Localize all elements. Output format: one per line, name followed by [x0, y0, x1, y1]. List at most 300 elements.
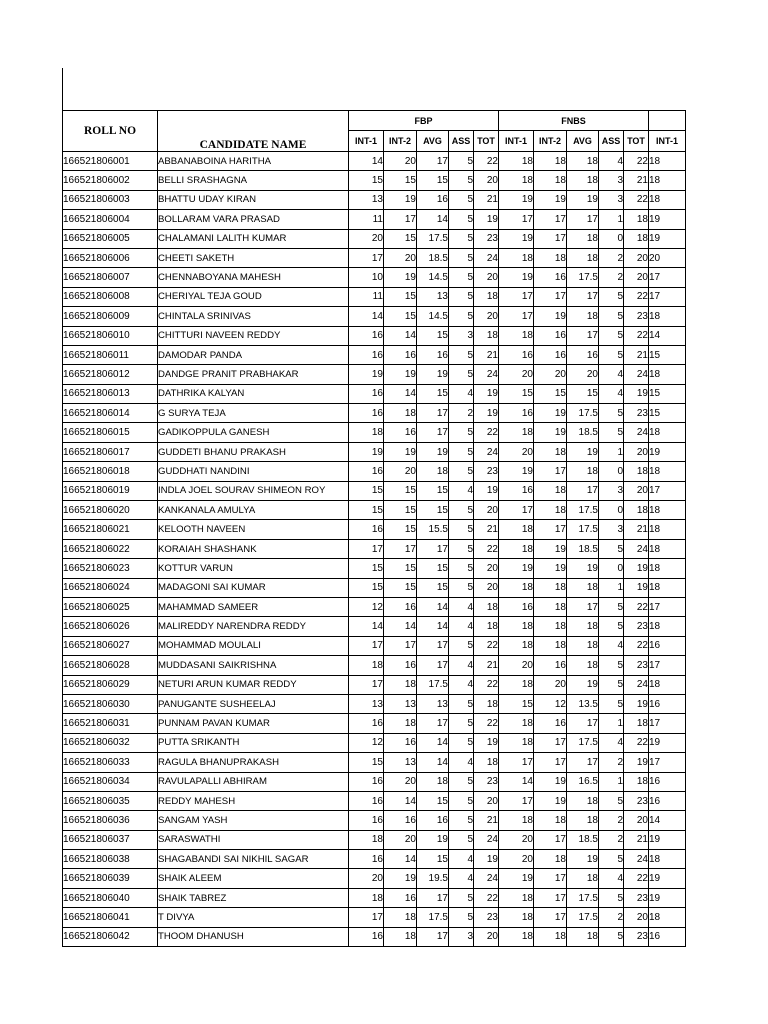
fbp-avg-cell: 16	[417, 190, 449, 209]
fbp-avg-cell: 13	[417, 694, 449, 713]
fnbs-tot-cell: 24	[624, 539, 649, 558]
fbp-int1-cell: 14	[349, 152, 384, 171]
candidate-name-cell: SHAIK TABREZ	[158, 888, 349, 907]
next-int1-cell: 17	[649, 597, 686, 616]
next-int1-header: INT-1	[649, 131, 686, 152]
fbp-ass-cell: 5	[449, 772, 474, 791]
fbp-int1-cell: 13	[349, 190, 384, 209]
roll-number-cell: 166521806035	[63, 791, 158, 810]
roll-number-cell: 166521806020	[63, 501, 158, 520]
table-row	[63, 152, 686, 171]
fnbs-ass-cell: 1	[599, 772, 624, 791]
fbp-ass-cell: 5	[449, 636, 474, 655]
table-row	[63, 365, 686, 384]
fbp-ass-cell: 5	[449, 307, 474, 326]
candidate-name-cell: GUDDHATI NANDINI	[158, 462, 349, 481]
fbp-tot-cell: 20	[474, 927, 499, 946]
fbp-int1-cell: 14	[349, 307, 384, 326]
next-int1-cell: 19	[649, 869, 686, 888]
fbp-ass-cell: 5	[449, 210, 474, 229]
table-row	[63, 733, 686, 752]
fbp-avg-cell: 14	[417, 753, 449, 772]
fbp-ass-header: ASS	[449, 131, 474, 152]
fnbs-tot-header: TOT	[624, 131, 649, 152]
fnbs-int2-cell: 19	[534, 559, 567, 578]
fbp-int1-cell: 17	[349, 675, 384, 694]
fnbs-avg-cell: 17	[567, 714, 599, 733]
fbp-int2-cell: 13	[384, 753, 417, 772]
fnbs-int2-cell: 18	[534, 248, 567, 267]
fnbs-avg-cell: 18.5	[567, 539, 599, 558]
fnbs-int2-cell: 18	[534, 481, 567, 500]
fbp-int1-cell: 16	[349, 326, 384, 345]
fnbs-ass-cell: 0	[599, 462, 624, 481]
next-int1-cell: 18	[649, 539, 686, 558]
fnbs-int1-cell: 17	[499, 753, 534, 772]
fnbs-ass-cell: 5	[599, 927, 624, 946]
fbp-tot-cell: 22	[474, 152, 499, 171]
fbp-int2-cell: 14	[384, 617, 417, 636]
candidate-name-cell: CHEETI SAKETH	[158, 248, 349, 267]
fbp-tot-cell: 23	[474, 229, 499, 248]
fnbs-avg-cell: 18	[567, 248, 599, 267]
fnbs-ass-cell: 1	[599, 210, 624, 229]
fbp-tot-cell: 20	[474, 578, 499, 597]
fbp-int2-cell: 14	[384, 384, 417, 403]
fbp-avg-cell: 17	[417, 539, 449, 558]
candidate-name-cell: KORAIAH SHASHANK	[158, 539, 349, 558]
next-int1-cell: 17	[649, 714, 686, 733]
fbp-tot-cell: 22	[474, 714, 499, 733]
fbp-int2-cell: 17	[384, 539, 417, 558]
fnbs-tot-cell: 24	[624, 675, 649, 694]
roll-number-cell: 166521806024	[63, 578, 158, 597]
fbp-int1-cell: 19	[349, 442, 384, 461]
fnbs-tot-cell: 23	[624, 617, 649, 636]
table-row	[63, 811, 686, 830]
fnbs-int1-cell: 18	[499, 578, 534, 597]
fnbs-tot-cell: 19	[624, 578, 649, 597]
fnbs-tot-cell: 21	[624, 830, 649, 849]
fbp-int1-cell: 11	[349, 210, 384, 229]
candidate-name-cell: CHERIYAL TEJA GOUD	[158, 287, 349, 306]
next-int1-cell: 18	[649, 365, 686, 384]
table-row	[63, 888, 686, 907]
next-int1-cell: 19	[649, 830, 686, 849]
fbp-ass-cell: 4	[449, 869, 474, 888]
fbp-int1-cell: 16	[349, 927, 384, 946]
candidate-name-cell: GADIKOPPULA GANESH	[158, 423, 349, 442]
roll-number-cell: 166521806032	[63, 733, 158, 752]
roll-number-cell: 166521806012	[63, 365, 158, 384]
fnbs-int2-cell: 19	[534, 404, 567, 423]
fbp-avg-cell: 15	[417, 850, 449, 869]
fbp-tot-cell: 24	[474, 442, 499, 461]
fnbs-avg-cell: 17.5	[567, 404, 599, 423]
fbp-tot-cell: 22	[474, 888, 499, 907]
fbp-int2-cell: 20	[384, 830, 417, 849]
fbp-tot-cell: 18	[474, 597, 499, 616]
fnbs-ass-cell: 2	[599, 830, 624, 849]
table-row	[63, 501, 686, 520]
fbp-avg-cell: 17	[417, 152, 449, 171]
fnbs-int2-cell: 18	[534, 597, 567, 616]
fbp-avg-cell: 19	[417, 830, 449, 849]
fnbs-int1-cell: 18	[499, 617, 534, 636]
roll-number-cell: 166521806030	[63, 694, 158, 713]
fnbs-ass-cell: 4	[599, 384, 624, 403]
fnbs-avg-cell: 18	[567, 462, 599, 481]
fnbs-int1-cell: 18	[499, 423, 534, 442]
fbp-int1-cell: 17	[349, 908, 384, 927]
next-int1-cell: 19	[649, 888, 686, 907]
roll-number-cell: 166521806023	[63, 559, 158, 578]
fnbs-int1-cell: 17	[499, 307, 534, 326]
fnbs-avg-header: AVG	[567, 131, 599, 152]
fnbs-int2-cell: 17	[534, 908, 567, 927]
fbp-int2-cell: 18	[384, 404, 417, 423]
roll-number-cell: 166521806015	[63, 423, 158, 442]
fnbs-ass-cell: 5	[599, 694, 624, 713]
fnbs-avg-cell: 19	[567, 442, 599, 461]
fbp-int1-cell: 16	[349, 791, 384, 810]
fnbs-int1-cell: 19	[499, 559, 534, 578]
fnbs-ass-cell: 5	[599, 423, 624, 442]
fbp-int2-cell: 20	[384, 248, 417, 267]
fnbs-ass-cell: 5	[599, 791, 624, 810]
fnbs-avg-cell: 17.5	[567, 520, 599, 539]
fbp-avg-cell: 17	[417, 636, 449, 655]
fnbs-int1-cell: 18	[499, 248, 534, 267]
fnbs-avg-cell: 18	[567, 869, 599, 888]
fnbs-tot-cell: 20	[624, 481, 649, 500]
fnbs-int1-cell: 18	[499, 908, 534, 927]
table-row	[63, 791, 686, 810]
fbp-tot-cell: 19	[474, 404, 499, 423]
fbp-avg-cell: 19	[417, 442, 449, 461]
table-row	[63, 248, 686, 267]
table-row	[63, 520, 686, 539]
fnbs-int1-cell: 18	[499, 539, 534, 558]
fnbs-avg-cell: 17.5	[567, 733, 599, 752]
fnbs-int2-cell: 12	[534, 694, 567, 713]
fnbs-tot-cell: 19	[624, 559, 649, 578]
candidate-name-cell: BOLLARAM VARA PRASAD	[158, 210, 349, 229]
roll-number-cell: 166521806007	[63, 268, 158, 287]
next-int1-cell: 18	[649, 578, 686, 597]
fbp-int2-cell: 15	[384, 578, 417, 597]
fbp-int1-cell: 15	[349, 559, 384, 578]
fbp-ass-cell: 4	[449, 850, 474, 869]
fbp-avg-cell: 17	[417, 888, 449, 907]
fnbs-int1-cell: 19	[499, 268, 534, 287]
candidate-name-cell: SHAGABANDI SAI NIKHIL SAGAR	[158, 850, 349, 869]
fnbs-avg-cell: 16.5	[567, 772, 599, 791]
roll-number-cell: 166521806001	[63, 152, 158, 171]
roll-number-cell: 166521806003	[63, 190, 158, 209]
fnbs-int1-cell: 18	[499, 636, 534, 655]
candidate-name-cell: GUDDETI BHANU PRAKASH	[158, 442, 349, 461]
fnbs-tot-cell: 22	[624, 597, 649, 616]
fnbs-ass-cell: 4	[599, 733, 624, 752]
fnbs-avg-cell: 18	[567, 656, 599, 675]
fbp-int2-cell: 15	[384, 481, 417, 500]
fbp-ass-cell: 5	[449, 578, 474, 597]
fnbs-ass-cell: 5	[599, 617, 624, 636]
fbp-avg-cell: 15	[417, 791, 449, 810]
fbp-ass-cell: 4	[449, 656, 474, 675]
fnbs-tot-cell: 20	[624, 442, 649, 461]
fbp-int1-cell: 16	[349, 714, 384, 733]
fbp-int1-cell: 15	[349, 171, 384, 190]
fnbs-avg-cell: 18	[567, 636, 599, 655]
fnbs-ass-cell: 5	[599, 287, 624, 306]
fbp-ass-cell: 4	[449, 675, 474, 694]
candidate-name-cell: SARASWATHI	[158, 830, 349, 849]
fbp-tot-cell: 24	[474, 830, 499, 849]
fnbs-avg-cell: 18	[567, 927, 599, 946]
fnbs-int2-cell: 18	[534, 578, 567, 597]
next-int1-cell: 18	[649, 675, 686, 694]
fbp-int1-header: INT-1	[349, 131, 384, 152]
fnbs-int1-cell: 19	[499, 229, 534, 248]
fbp-avg-cell: 14.5	[417, 268, 449, 287]
roll-number-cell: 166521806037	[63, 830, 158, 849]
fnbs-ass-cell: 0	[599, 501, 624, 520]
fbp-ass-cell: 5	[449, 520, 474, 539]
fbp-ass-cell: 5	[449, 811, 474, 830]
fbp-avg-cell: 15	[417, 171, 449, 190]
next-int1-cell: 15	[649, 345, 686, 364]
candidate-name-cell: SANGAM YASH	[158, 811, 349, 830]
fbp-tot-cell: 21	[474, 656, 499, 675]
table-row	[63, 830, 686, 849]
table-row	[63, 656, 686, 675]
fbp-tot-cell: 20	[474, 268, 499, 287]
fnbs-avg-cell: 16	[567, 345, 599, 364]
fnbs-avg-cell: 17.5	[567, 888, 599, 907]
next-int1-cell: 17	[649, 753, 686, 772]
fnbs-int2-cell: 17	[534, 733, 567, 752]
fnbs-ass-cell: 1	[599, 442, 624, 461]
fnbs-int2-cell: 16	[534, 714, 567, 733]
fnbs-int2-cell: 17	[534, 229, 567, 248]
fnbs-tot-cell: 19	[624, 694, 649, 713]
fbp-ass-cell: 5	[449, 462, 474, 481]
fnbs-avg-cell: 19	[567, 850, 599, 869]
fnbs-avg-cell: 19	[567, 675, 599, 694]
fnbs-avg-cell: 13.5	[567, 694, 599, 713]
table-row	[63, 597, 686, 616]
fbp-int2-cell: 16	[384, 733, 417, 752]
next-int1-cell: 18	[649, 850, 686, 869]
fbp-avg-cell: 17.5	[417, 675, 449, 694]
table-row	[63, 694, 686, 713]
table-row	[63, 404, 686, 423]
fbp-tot-cell: 22	[474, 675, 499, 694]
table-row	[63, 617, 686, 636]
fnbs-tot-cell: 18	[624, 229, 649, 248]
candidate-name-cell: THOOM DHANUSH	[158, 927, 349, 946]
fnbs-int2-cell: 16	[534, 345, 567, 364]
fbp-avg-cell: 19	[417, 365, 449, 384]
fnbs-tot-cell: 22	[624, 636, 649, 655]
fnbs-tot-cell: 20	[624, 268, 649, 287]
fbp-tot-cell: 18	[474, 694, 499, 713]
fnbs-avg-cell: 17.5	[567, 501, 599, 520]
fbp-avg-cell: 17	[417, 927, 449, 946]
fnbs-tot-cell: 23	[624, 791, 649, 810]
fbp-int2-cell: 16	[384, 656, 417, 675]
fnbs-int1-cell: 17	[499, 501, 534, 520]
roll-number-cell: 166521806039	[63, 869, 158, 888]
next-int1-cell: 19	[649, 210, 686, 229]
fbp-avg-cell: 15	[417, 578, 449, 597]
roll-number-cell: 166521806036	[63, 811, 158, 830]
fnbs-tot-cell: 24	[624, 423, 649, 442]
fnbs-tot-cell: 22	[624, 152, 649, 171]
student-rows	[63, 152, 686, 947]
fnbs-tot-cell: 19	[624, 384, 649, 403]
next-int1-cell: 16	[649, 927, 686, 946]
fbp-avg-header: AVG	[417, 131, 449, 152]
fnbs-ass-cell: 4	[599, 636, 624, 655]
table-row	[63, 636, 686, 655]
fbp-int1-cell: 18	[349, 656, 384, 675]
fnbs-tot-cell: 23	[624, 927, 649, 946]
fbp-ass-cell: 5	[449, 190, 474, 209]
next-int1-cell: 16	[649, 791, 686, 810]
fbp-ass-cell: 5	[449, 287, 474, 306]
fbp-tot-cell: 21	[474, 520, 499, 539]
next-int1-cell: 18	[649, 617, 686, 636]
roll-number-cell: 166521806019	[63, 481, 158, 500]
fbp-int2-cell: 18	[384, 908, 417, 927]
fnbs-int1-cell: 18	[499, 675, 534, 694]
fnbs-ass-cell: 2	[599, 811, 624, 830]
roll-number-cell: 166521806011	[63, 345, 158, 364]
fnbs-tot-cell: 23	[624, 656, 649, 675]
fbp-avg-cell: 15	[417, 559, 449, 578]
fnbs-ass-cell: 5	[599, 850, 624, 869]
fbp-tot-cell: 18	[474, 287, 499, 306]
fbp-tot-cell: 20	[474, 171, 499, 190]
fbp-avg-cell: 16	[417, 345, 449, 364]
fbp-int1-cell: 19	[349, 365, 384, 384]
fnbs-int1-cell: 17	[499, 287, 534, 306]
fbp-avg-cell: 15	[417, 501, 449, 520]
candidate-name-cell: CHITTURI NAVEEN REDDY	[158, 326, 349, 345]
fbp-int1-cell: 10	[349, 268, 384, 287]
fnbs-int2-cell: 19	[534, 307, 567, 326]
fnbs-avg-cell: 17.5	[567, 268, 599, 287]
fbp-int1-cell: 16	[349, 404, 384, 423]
fbp-avg-cell: 18	[417, 462, 449, 481]
fnbs-int1-cell: 16	[499, 597, 534, 616]
next-int1-cell: 18	[649, 152, 686, 171]
candidate-name-cell: MALIREDDY NARENDRA REDDY	[158, 617, 349, 636]
fbp-tot-cell: 24	[474, 248, 499, 267]
fnbs-int1-cell: 14	[499, 772, 534, 791]
fnbs-int2-cell: 18	[534, 636, 567, 655]
fnbs-tot-cell: 23	[624, 307, 649, 326]
roll-number-cell: 166521806028	[63, 656, 158, 675]
next-int1-cell: 18	[649, 520, 686, 539]
fbp-tot-cell: 21	[474, 345, 499, 364]
candidate-name-cell: CHINTALA SRINIVAS	[158, 307, 349, 326]
next-int1-cell: 17	[649, 268, 686, 287]
fnbs-int1-cell: 18	[499, 927, 534, 946]
fnbs-avg-cell: 18.5	[567, 423, 599, 442]
fnbs-avg-cell: 18	[567, 617, 599, 636]
fnbs-int2-cell: 17	[534, 287, 567, 306]
fbp-ass-cell: 5	[449, 559, 474, 578]
next-int1-cell: 17	[649, 287, 686, 306]
fnbs-avg-cell: 17	[567, 326, 599, 345]
fbp-int2-cell: 17	[384, 210, 417, 229]
fbp-int1-cell: 16	[349, 462, 384, 481]
fnbs-int2-cell: 20	[534, 365, 567, 384]
table-row	[63, 481, 686, 500]
fbp-int1-cell: 17	[349, 248, 384, 267]
fnbs-int1-cell: 20	[499, 656, 534, 675]
fnbs-tot-cell: 23	[624, 404, 649, 423]
candidate-name-cell: G SURYA TEJA	[158, 404, 349, 423]
fnbs-ass-cell: 5	[599, 888, 624, 907]
fnbs-tot-cell: 18	[624, 501, 649, 520]
candidate-name-cell: SHAIK ALEEM	[158, 869, 349, 888]
fnbs-int2-cell: 19	[534, 772, 567, 791]
candidate-name-cell: KOTTUR VARUN	[158, 559, 349, 578]
roll-number-cell: 166521806038	[63, 850, 158, 869]
table-row	[63, 229, 686, 248]
fbp-int2-cell: 19	[384, 268, 417, 287]
fnbs-int1-cell: 15	[499, 384, 534, 403]
fbp-avg-cell: 14	[417, 597, 449, 616]
fbp-int1-cell: 14	[349, 617, 384, 636]
fnbs-tot-cell: 20	[624, 811, 649, 830]
fnbs-avg-cell: 20	[567, 365, 599, 384]
table-row	[63, 423, 686, 442]
fnbs-int2-cell: 18	[534, 850, 567, 869]
next-int1-cell: 16	[649, 772, 686, 791]
fnbs-int1-cell: 19	[499, 462, 534, 481]
fnbs-int1-cell: 20	[499, 850, 534, 869]
fbp-int2-cell: 15	[384, 229, 417, 248]
fnbs-ass-cell: 3	[599, 171, 624, 190]
fbp-tot-cell: 22	[474, 423, 499, 442]
fnbs-int2-cell: 17	[534, 210, 567, 229]
fbp-tot-cell: 19	[474, 384, 499, 403]
fnbs-ass-cell: 4	[599, 869, 624, 888]
candidate-name-cell: INDLA JOEL SOURAV SHIMEON ROY	[158, 481, 349, 500]
candidate-name-cell: CHENNABOYANA MAHESH	[158, 268, 349, 287]
fnbs-ass-cell: 0	[599, 229, 624, 248]
fnbs-int1-cell: 18	[499, 888, 534, 907]
candidate-name-cell: DANDGE PRANIT PRABHAKAR	[158, 365, 349, 384]
table-row	[63, 675, 686, 694]
fbp-tot-cell: 19	[474, 733, 499, 752]
fnbs-ass-cell: 3	[599, 520, 624, 539]
roll-number-cell: 166521806034	[63, 772, 158, 791]
next-int1-cell: 16	[649, 636, 686, 655]
fnbs-ass-cell: 2	[599, 268, 624, 287]
fnbs-ass-cell: 1	[599, 578, 624, 597]
fbp-int2-cell: 15	[384, 520, 417, 539]
fbp-int1-cell: 20	[349, 229, 384, 248]
fnbs-int1-header: INT-1	[499, 131, 534, 152]
fnbs-int1-cell: 20	[499, 365, 534, 384]
